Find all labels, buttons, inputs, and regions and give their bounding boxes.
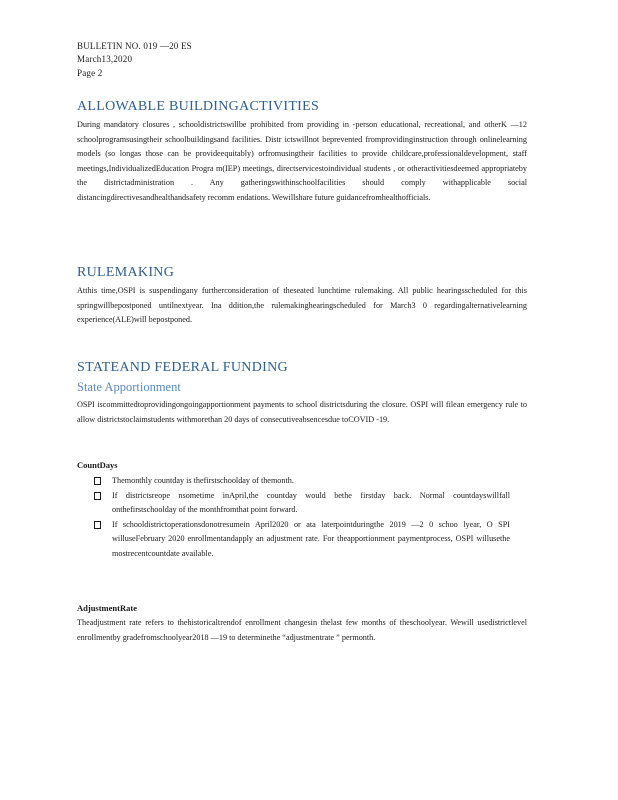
- paragraph-rulemaking: [77, 284, 527, 328]
- paragraph-allowable-building-activities: [77, 118, 527, 205]
- heading-count-days: CountDays: [77, 460, 118, 470]
- bulletin-number: BULLETIN NO. 019 —20 ES: [77, 41, 192, 51]
- count-days-list: [94, 474, 510, 561]
- list-item-text: Themonthly countday is thefirstschoolday of themonth.: [112, 476, 294, 485]
- heading-state-federal-funding: STATEAND FEDERAL FUNDING: [77, 360, 288, 375]
- paragraph-text: OSPI iscommittedtoprovidingongoingapportionment payments to school districtsduring the closure. OSPI will filean emergency rule to allow districtstoclaimstudents withmorethan 20 days of consecutiveabsencesdue toCOVID -19.: [77, 400, 527, 424]
- paragraph-state-apportionment: [77, 398, 527, 427]
- list-item: [94, 489, 510, 518]
- page-number: Page 2: [77, 68, 103, 78]
- heading-adjustment-rate: AdjustmentRate: [77, 603, 137, 613]
- heading-allowable-building-activities: ALLOWABLE BUILDINGACTIVITIES: [77, 99, 320, 114]
- heading-rulemaking: RULEMAKING: [77, 265, 175, 280]
- checkbox-bullet-icon: [94, 477, 101, 485]
- subheading-state-apportionment: State Apportionment: [77, 380, 181, 394]
- checkbox-bullet-icon: [94, 492, 101, 500]
- list-item-text: If districtsreope nsometime inApril,the countday would bethe firstday back. Normal countdayswillfall onthefirstschoolday of the monthfromthat point forward.: [112, 490, 510, 514]
- bulletin-date: March13,2020: [77, 54, 133, 64]
- checkbox-bullet-icon: [94, 521, 101, 529]
- paragraph-text: Theadjustment rate refers to thehistoricaltrendof enrollment changesin thelast few months of theschoolyear. Wewill usedistrictlevel enrollmentby gradefromschoolyear2018 —19 to determinethe “adjustmentrate ” permonth.: [77, 618, 527, 642]
- list-item: [94, 474, 510, 489]
- paragraph-text: During mandatory closures , schooldistrictswillbe prohibited from providing in -person educational, recreational, and otherK —12 schoolprogramsusingtheir schoolbuildingsand facilities. Distr ictswillnot beprevented fromprovidinginstruction through onlinelearning models (so longas those can be provideequitably) orfromusingtheir facilities to provide childcare,professionaldevelopment, staff meetings,IndividualizedEducation Progra m(IEP) meetings, directservicestoindividual students , or otheractivitiesdeemed appropriateby the districtadministration . Any gatheringswithinschoolfacilities should comply withapplicable social distancingdirectivesandhealthandsafety recomm endations. Wewillshare future guidancefromhealthofficials.: [77, 120, 527, 202]
- paragraph-adjustment-rate: [77, 616, 527, 645]
- paragraph-text: Atthis time,OSPI is suspendingany furtherconsideration of theseated lunchtime rulemaking. All public hearingsscheduled for this springwillbepostponed untilnextyear. Ina ddition,the rulemakinghearingscheduled for March3 0 regardingalternativelearning experience(ALE)will bepostponed.: [77, 286, 527, 324]
- list-item: [94, 518, 510, 562]
- list-item-text: If schooldistrictoperationsdonotresumein April2020 or ata laterpointduringthe 2019 —2 0 schoo lyear, O SPI willuseFebruary 2020 enrollmentandapply an adjustment rate. For theapportionment paymentprocess, OSPI willusethe mostrecentcountdate available.: [112, 519, 510, 558]
